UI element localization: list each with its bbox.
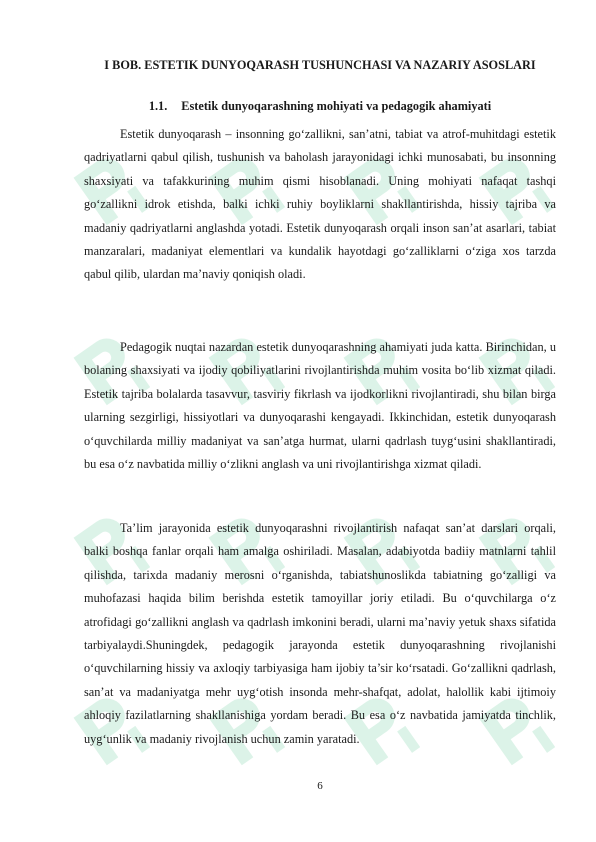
section-number: 1.1. bbox=[148, 99, 168, 113]
paragraph-3: Ta’lim jarayonida estetik dunyoqarashni rivojlantirish nafaqat san’at darslari orqali, balki boshqa fanlar orqali ham amalga oshiriladi. Masalan, adabiyotda badiiy matnlarni tahlil qilishda, tarixda madaniy merosni o‘rganishda, tabiatshunoslikda tabiatning go‘zalligi va muhofazasi haqida bilim berishda estetik tamoyillar joriy etiladi. Bu o‘quvchilarga o‘z atrofidagi go‘zallikni anglash va qadrlash imkonini beradi, ularni ma’naviy yetuk shaxs sifatida tarbiyalaydi.Shuningdek, pedagogik jarayonda estetik dunyoqarashning rivojlanishi o‘quvchilarning hissiy va axloqiy tarbiyasiga ham ijobiy ta’sir ko‘rsatadi. Go‘zallikni qadrlash, san’at va madaniyatga mehr uyg‘otish insonda mehr-shafqat, adolat, halollik kabi ijtimoiy ahloqiy fazilatlarning shakllanishiga yordam beradi. Bu esa o‘z navbatida jamiyatda tinchlik, uyg‘unlik va madaniy rivojlanish uchun zamin yaratadi. bbox=[84, 521, 556, 746]
chapter-title: I BOB. ESTETIK DUNYOQARASH TUSHUNCHASI VA NAZARIY ASOSLARI bbox=[104, 58, 536, 72]
document-page bbox=[84, 0, 556, 842]
section-title bbox=[84, 99, 556, 114]
paragraph-2: Pedagogik nuqtai nazardan estetik dunyoqarashning ahamiyati juda katta. Birinchidan, u bolaning shaxsiyati va ijodiy qobiliyatlarini rivojlantirishda muhim vosita bo‘lib xizmat qiladi. Estetik tajriba bolalarda tasavvur, tasviriy fikrlash va ijodkorlikni rivojlantiradi, shu bilan birga ularning sezgirligi, hissiyotlari va dunyoqarashi kengayadi. Ikkinchidan, estetik dunyoqarash o‘quvchilarda milliy madaniyat va san’atga hurmat, ularni qadrlash tuyg‘usini shakllantiradi, bu esa o‘z navbatida milliy o‘zlikni anglash va uni rivojlantirishga xizmat qiladi. bbox=[84, 340, 556, 472]
page-number: 6 bbox=[317, 780, 323, 792]
section-title-text: Estetik dunyoqarashning mohiyati va pedagogik ahamiyati bbox=[181, 99, 492, 113]
paragraph-1: Estetik dunyoqarash – insonning go‘zallikni, san’atni, tabiat va atrof-muhitdagi estetik qadriyatlarni qabul qilish, tushunish va baholash jarayonidagi ichki munosabati, bu insonning shaxsiyati va tafakkurining muhim qismi hisoblanadi. Uning mohiyati nafaqat tashqi go‘zallikni idrok etishda, balki ichki ruhiy boyliklarni shakllantirishda, hissiy tajriba va madaniy qadriyatlarni anglashda yotadi. Estetik dunyoqarash orqali inson san’at asarlari, tabiat manzaralari, madaniyat elementlari va kundalik hayotdagi go‘zalliklarni o‘ziga xos tarzda qabul qilib, ulardan ma’naviy qoniqish oladi. bbox=[84, 127, 556, 282]
